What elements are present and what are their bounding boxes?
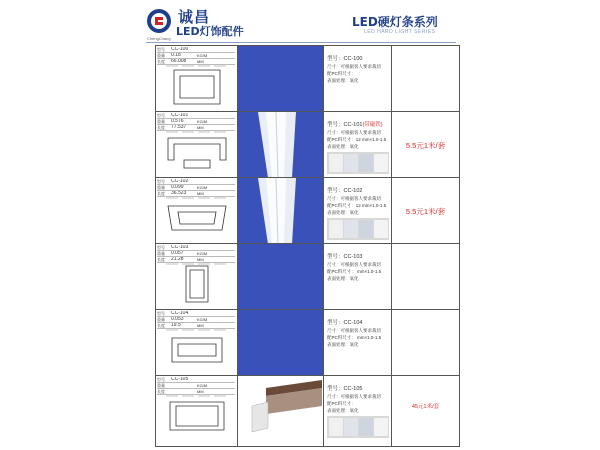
detail-finish: 表面处理：氧化 [327, 144, 359, 149]
header-divider [146, 42, 456, 43]
details-cell [324, 46, 392, 111]
product-details [327, 188, 386, 216]
detail-pc-size: 配PC料尺寸： mm×1.0-1.5 [327, 269, 382, 274]
accessory-icon [344, 220, 358, 238]
company-english-name: ChengChang [147, 36, 171, 41]
spec-value: 19.5 [171, 323, 181, 328]
product-table [155, 45, 460, 447]
price-label: 5.5元1米/套 [405, 141, 446, 150]
detail-finish: 表面处理：氧化 [327, 276, 359, 281]
page-subtitle: LED HARD LIGHT SERIES [364, 29, 436, 35]
profile-drawing [160, 196, 234, 240]
spec-label: 长度 [157, 389, 165, 394]
photo-cell [238, 244, 324, 309]
spec-value: 36.523 [171, 191, 187, 196]
product-details [327, 254, 381, 282]
product-row [156, 178, 459, 244]
spec-unit: KG/M [197, 317, 208, 322]
spec-box [157, 245, 235, 263]
spec-unit: MM [197, 389, 204, 394]
spec-label: 重量 [157, 185, 165, 190]
spec-label: 重量 [157, 317, 165, 322]
product-row [156, 376, 459, 446]
profile-drawing [160, 328, 234, 372]
spec-value: 0.099 [171, 185, 184, 190]
price-label: 45元1米/套 [411, 404, 440, 410]
spec-box [157, 113, 235, 131]
price-cell [392, 112, 459, 177]
spec-unit: MM [197, 59, 204, 64]
spec-value: 0.18 [171, 53, 181, 58]
spec-unit: KG/M [197, 119, 208, 124]
detail-model: 型号：CC-103 [327, 254, 363, 260]
accessory-icon [374, 418, 388, 436]
detail-pc-size: 配PC料尺寸： mm×1.0-1.5 [327, 335, 382, 340]
spec-cell [156, 112, 238, 177]
accessory-icon [344, 154, 358, 172]
spec-unit: KG/M [197, 53, 208, 58]
spec-box [157, 47, 235, 65]
detail-pc-size: 配PC料尺寸： [327, 401, 356, 406]
photo-cell [238, 178, 324, 243]
detail-pc-size: 配PC料尺寸：12 mm×1.0-1.5 [327, 203, 387, 208]
spec-value: CC-103 [171, 245, 189, 250]
accessory-icon [359, 418, 373, 436]
spec-unit: KG/M [197, 251, 208, 256]
accessory-photos [327, 218, 389, 240]
price-cell [392, 310, 459, 375]
spec-cell [156, 376, 238, 446]
spec-value: 0.576 [171, 119, 184, 124]
detail-model: 型号：CC-100 [327, 56, 363, 62]
product-details [327, 122, 386, 150]
detail-finish: 表面处理：氧化 [327, 342, 359, 347]
accessory-icon [374, 220, 388, 238]
details-cell [324, 376, 392, 446]
accessory-icon [344, 418, 358, 436]
spec-value: 77.537 [171, 125, 187, 130]
product-photo [238, 376, 324, 442]
accessory-icon [374, 154, 388, 172]
spec-value: CC-101 [171, 113, 189, 118]
spec-value: 0.053 [171, 317, 184, 322]
spec-unit: MM [197, 191, 204, 196]
spec-cell [156, 310, 238, 375]
detail-size: 尺寸：可根据客人要求裁切 [327, 196, 381, 201]
product-row [156, 244, 459, 310]
detail-size: 尺寸：可根据客人要求裁切 [327, 394, 381, 399]
spec-value: CC-104 [171, 311, 189, 316]
spec-unit: MM [197, 257, 204, 262]
photo-cell [238, 112, 324, 177]
photo-cell [238, 310, 324, 375]
spec-label: 型号 [157, 245, 165, 250]
photo-cell [238, 46, 324, 111]
spec-value: 66.008 [171, 59, 187, 64]
spec-label: 型号 [157, 179, 165, 184]
product-photo [238, 112, 324, 177]
page-title: LED硬灯条系列 [352, 15, 438, 29]
profile-drawing [160, 130, 234, 174]
product-row [156, 310, 459, 376]
details-cell [324, 244, 392, 309]
spec-value: CC-100 [171, 47, 189, 52]
spec-unit: KG/M [197, 185, 208, 190]
detail-pc-size: 配PC料尺寸：12 mm×1.0-1.5 [327, 137, 387, 142]
detail-size: 尺寸：可根据客人要求裁切 [327, 130, 381, 135]
spec-label: 长度 [157, 125, 165, 130]
accessory-icon [359, 220, 373, 238]
profile-drawing [160, 394, 234, 438]
detail-model: 型号：CC-102 [327, 188, 363, 194]
spec-label: 长度 [157, 191, 165, 196]
profile-drawing [160, 64, 234, 108]
spec-unit: MM [197, 125, 204, 130]
spec-label: 型号 [157, 47, 165, 52]
price-cell [392, 244, 459, 309]
spec-label: 型号 [157, 377, 165, 382]
detail-model: 型号：CC-104 [327, 320, 363, 326]
accessory-icon [329, 418, 343, 436]
spec-cell [156, 46, 238, 111]
product-details [327, 386, 381, 414]
photo-cell [238, 376, 324, 446]
spec-label: 重量 [157, 119, 165, 124]
spec-unit: KG/M [197, 383, 208, 388]
detail-pc-size: 配PC料尺寸： [327, 71, 356, 76]
spec-unit: MM [197, 323, 204, 328]
spec-label: 重量 [157, 53, 165, 58]
product-photo [238, 310, 324, 375]
detail-size: 尺寸：可根据客人要求裁切 [327, 328, 381, 333]
product-photo [238, 178, 324, 243]
detail-model: 型号：CC-101(带磁铁) [327, 122, 383, 128]
spec-value: 21.28 [171, 257, 184, 262]
detail-size: 尺寸：可根据客人要求裁切 [327, 64, 381, 69]
company-name: 诚昌 [178, 8, 211, 26]
product-details [327, 320, 381, 348]
accessory-photos [327, 416, 389, 438]
accessory-photos [327, 152, 389, 174]
product-details [327, 56, 381, 84]
company-subtitle: LED灯饰配件 [176, 25, 244, 38]
spec-box [157, 311, 235, 329]
price-cell [392, 178, 459, 243]
spec-label: 型号 [157, 113, 165, 118]
price-label: 5.5元1米/套 [405, 207, 446, 216]
product-photo [238, 46, 324, 111]
spec-box [157, 377, 235, 395]
accessory-icon [359, 154, 373, 172]
spec-value: 0.057 [171, 251, 184, 256]
product-photo [238, 244, 324, 309]
product-row [156, 46, 459, 112]
spec-value: CC-105 [171, 377, 189, 382]
price-cell [392, 46, 459, 111]
details-cell [324, 310, 392, 375]
spec-value: CC-102 [171, 179, 189, 184]
detail-size: 尺寸：可根据客人要求裁切 [327, 262, 381, 267]
spec-cell [156, 244, 238, 309]
profile-drawing [160, 262, 234, 306]
spec-cell [156, 178, 238, 243]
spec-label: 长度 [157, 257, 165, 262]
spec-label: 重量 [157, 383, 165, 388]
product-row [156, 112, 459, 178]
detail-finish: 表面处理：氧化 [327, 210, 359, 215]
spec-label: 长度 [157, 59, 165, 64]
spec-label: 长度 [157, 323, 165, 328]
detail-finish: 表面处理：氧化 [327, 408, 359, 413]
price-cell [392, 376, 459, 446]
spec-box [157, 179, 235, 197]
spec-label: 重量 [157, 251, 165, 256]
detail-highlight: (带磁铁) [362, 122, 383, 128]
detail-finish: 表面处理：氧化 [327, 78, 359, 83]
details-cell [324, 178, 392, 243]
detail-model: 型号：CC-105 [327, 386, 363, 392]
company-logo-icon [146, 8, 172, 34]
spec-label: 型号 [157, 311, 165, 316]
details-cell [324, 112, 392, 177]
accessory-icon [329, 154, 343, 172]
accessory-icon [329, 220, 343, 238]
